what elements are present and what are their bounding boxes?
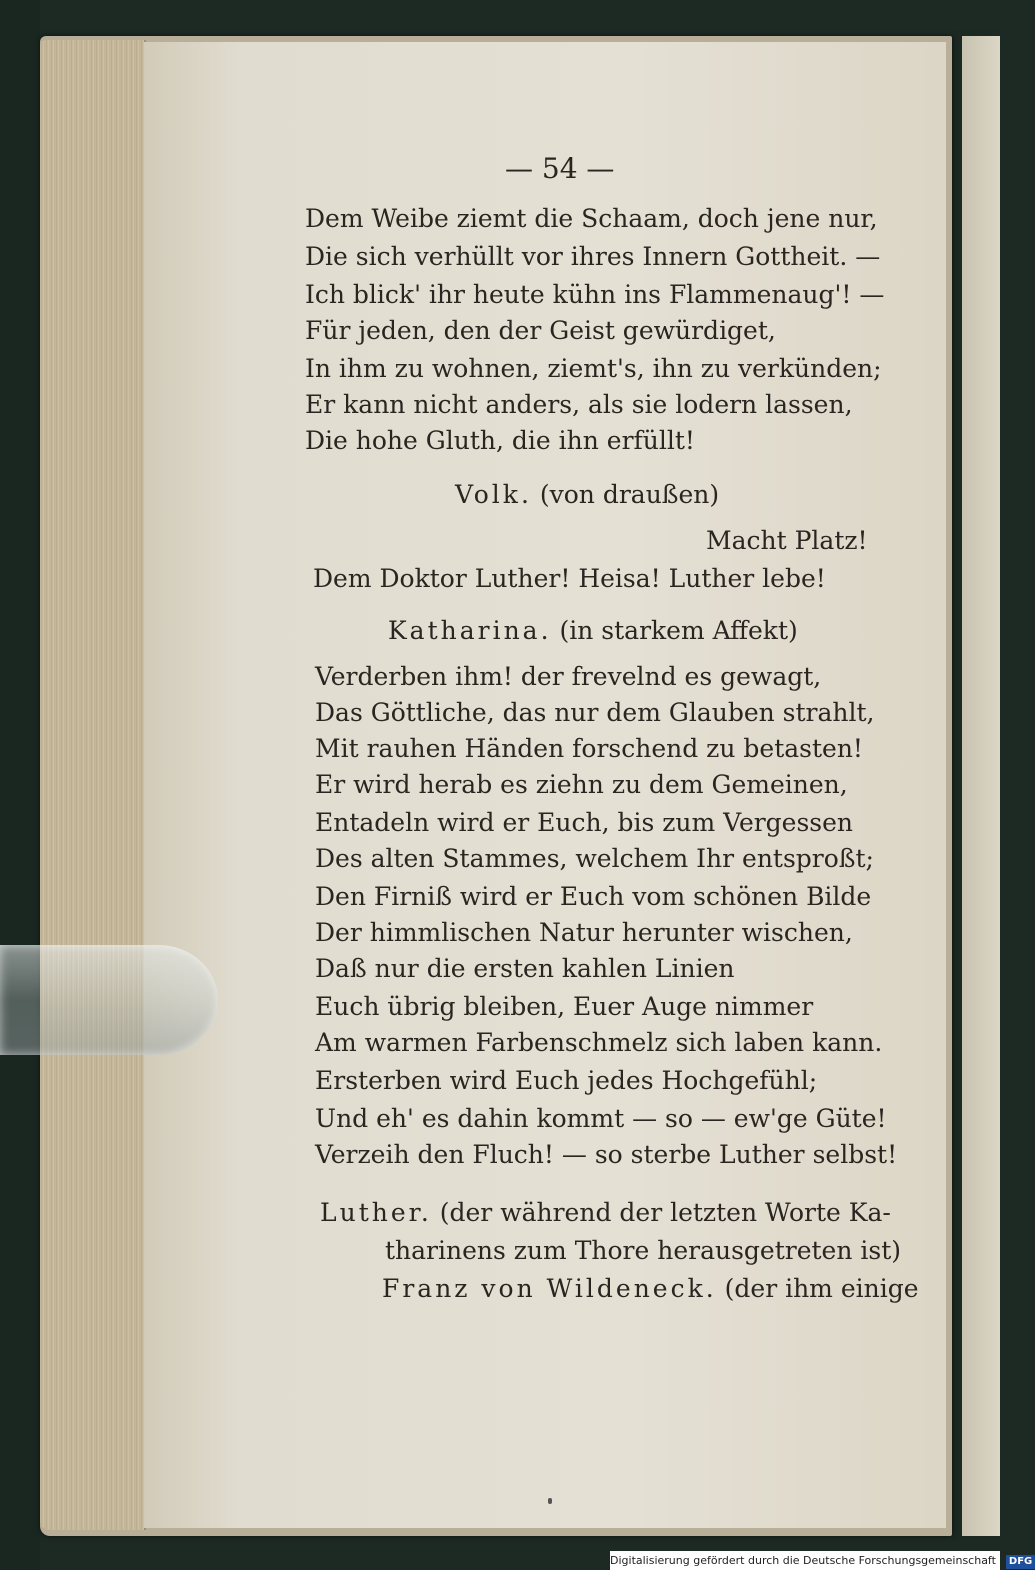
direction-text: tharinens zum Thore herausgetreten ist) <box>385 1236 902 1265</box>
verse-line: Am warmen Farbenschmelz sich laben kann. <box>315 1028 883 1057</box>
verse-line: Dem Weibe ziemt die Schaam, doch jene nur, <box>305 204 878 233</box>
verse-line: Und eh' es dahin kommt — so — ew'ge Güte! <box>315 1104 887 1133</box>
direction-text: (in starkem Affekt) <box>559 616 798 645</box>
verse-line: Der himmlischen Natur herunter wischen, <box>315 918 853 947</box>
footer-text: Digitalisierung gefördert durch die Deutsche Forschungsgemeinschaft · <box>610 1554 1003 1567</box>
speaker-name: Luther. <box>320 1198 432 1227</box>
stage-direction <box>455 480 719 509</box>
speaker-name: Volk. <box>455 480 532 509</box>
page-number: — 54 — <box>505 152 615 185</box>
verse-line: Des alten Stammes, welchem Ihr entsproßt; <box>315 844 874 873</box>
verse-line: Verderben ihm! der frevelnd es gewagt, <box>315 662 822 691</box>
verse-line: Mit rauhen Händen forschend zu betasten! <box>315 734 863 763</box>
verse-line: Für jeden, den der Geist gewürdiget, <box>305 316 776 345</box>
stage-direction <box>320 1198 891 1227</box>
verse-line: Er wird herab es ziehn zu dem Gemeinen, <box>315 770 848 799</box>
page-holder-clip <box>0 945 218 1055</box>
verse-line: Daß nur die ersten kahlen Linien <box>315 954 735 983</box>
direction-text: (von draußen) <box>539 480 720 509</box>
verse-line: Er kann nicht anders, als sie lodern lassen, <box>305 390 853 419</box>
facing-page-edge <box>962 36 1000 1536</box>
verse-line: Die sich verhüllt vor ihres Innern Gottheit. — <box>305 242 881 271</box>
footer-credit <box>610 1551 1033 1570</box>
stage-direction <box>382 1274 919 1303</box>
page-edges <box>40 40 146 1530</box>
verse-line: Ich blick' ihr heute kühn ins Flammenaug'! — <box>305 280 885 309</box>
direction-text: (der ihm einige <box>724 1274 919 1303</box>
speaker-name: Franz von Wildeneck. <box>382 1274 717 1303</box>
verse-line: Verzeih den Fluch! — so sterbe Luther selbst! <box>315 1140 898 1169</box>
verse-line: Entadeln wird er Euch, bis zum Vergessen <box>315 808 854 837</box>
page-speck <box>548 1498 552 1504</box>
verse-line: In ihm zu wohnen, ziemt's, ihn zu verkünden; <box>305 354 882 383</box>
verse-line: Euch übrig bleiben, Euer Auge nimmer <box>315 992 814 1021</box>
verse-line: Macht Platz! <box>706 526 868 555</box>
background-left <box>0 0 40 1570</box>
verse-line: Den Firniß wird er Euch vom schönen Bilde <box>315 882 872 911</box>
verse-line: Die hohe Gluth, die ihn erfüllt! <box>305 426 695 455</box>
speaker-name: Katharina. <box>388 616 552 645</box>
direction-text: (der während der letzten Worte Ka- <box>439 1198 891 1227</box>
verse-line: Das Göttliche, das nur dem Glauben strahlt, <box>315 698 875 727</box>
stage-direction <box>388 616 798 645</box>
verse-line: Dem Doktor Luther! Heisa! Luther lebe! <box>313 564 826 593</box>
verse-line: Ersterben wird Euch jedes Hochgefühl; <box>315 1066 818 1095</box>
dfg-logo: DFG <box>1006 1555 1035 1569</box>
